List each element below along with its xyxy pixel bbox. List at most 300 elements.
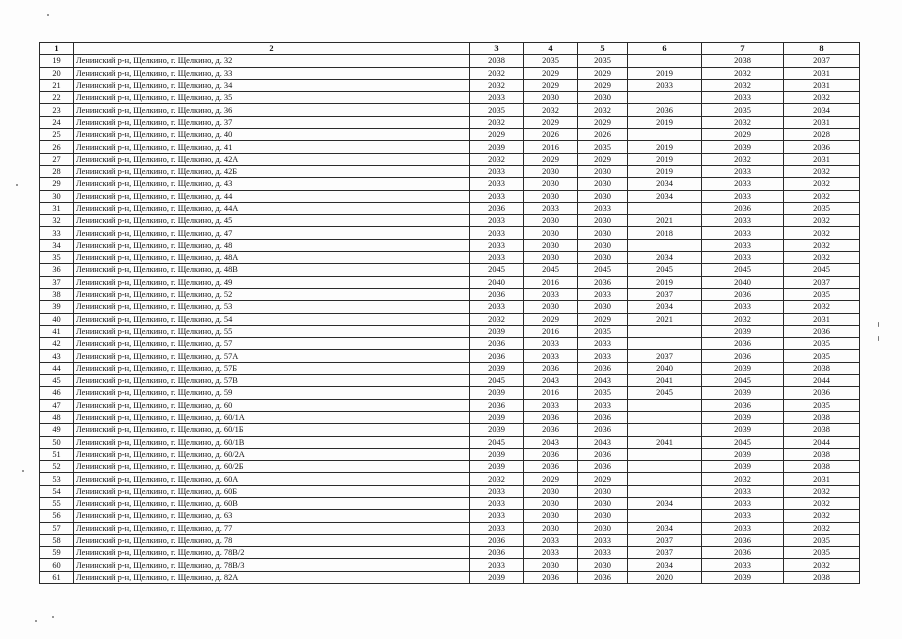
- year-col-3-cell: 2032: [470, 473, 524, 485]
- year-col-6-cell: 2019: [628, 276, 702, 288]
- year-col-8-cell: 2045: [784, 264, 860, 276]
- year-col-5-cell: 2033: [578, 399, 628, 411]
- year-col-8-cell: 2032: [784, 239, 860, 251]
- year-col-5-cell: 2033: [578, 338, 628, 350]
- year-col-4-cell: 2030: [524, 178, 578, 190]
- year-col-7-cell: 2033: [702, 178, 784, 190]
- year-col-6-cell: 2034: [628, 559, 702, 571]
- year-col-3-cell: 2045: [470, 264, 524, 276]
- row-number-cell: 38: [40, 288, 74, 300]
- year-col-7-cell: 2029: [702, 129, 784, 141]
- year-col-7-cell: 2045: [702, 436, 784, 448]
- year-col-4-cell: 2016: [524, 141, 578, 153]
- address-cell: Ленинский р-н, Щелкино, г. Щелкино, д. 43: [74, 178, 470, 190]
- year-col-4-cell: 2030: [524, 165, 578, 177]
- table-row: [40, 424, 860, 436]
- year-col-7-cell: 2033: [702, 522, 784, 534]
- address-cell: Ленинский р-н, Щелкино, г. Щелкино, д. 49: [74, 276, 470, 288]
- year-col-6-cell: 2034: [628, 301, 702, 313]
- year-col-4-cell: 2030: [524, 92, 578, 104]
- year-col-6-cell: 2034: [628, 252, 702, 264]
- year-col-7-cell: 2036: [702, 534, 784, 546]
- address-cell: Ленинский р-н, Щелкино, г. Щелкино, д. 40: [74, 129, 470, 141]
- table-row: [40, 338, 860, 350]
- year-col-8-cell: 2035: [784, 288, 860, 300]
- year-col-3-cell: 2039: [470, 141, 524, 153]
- year-col-8-cell: 2032: [784, 190, 860, 202]
- row-number-cell: 30: [40, 190, 74, 202]
- year-col-5-cell: 2030: [578, 178, 628, 190]
- row-number-cell: 43: [40, 350, 74, 362]
- scan-speck: [47, 14, 49, 16]
- year-col-8-cell: 2035: [784, 399, 860, 411]
- year-col-6-cell: [628, 325, 702, 337]
- year-col-3-cell: 2029: [470, 129, 524, 141]
- year-col-7-cell: 2039: [702, 325, 784, 337]
- year-col-3-cell: 2039: [470, 362, 524, 374]
- year-col-4-cell: 2035: [524, 55, 578, 67]
- year-col-7-cell: 2033: [702, 252, 784, 264]
- year-col-8-cell: 2032: [784, 510, 860, 522]
- year-col-7-cell: 2032: [702, 473, 784, 485]
- col-header-7: 7: [702, 43, 784, 55]
- year-col-4-cell: 2043: [524, 375, 578, 387]
- year-col-3-cell: 2036: [470, 288, 524, 300]
- row-number-cell: 50: [40, 436, 74, 448]
- row-number-cell: 51: [40, 448, 74, 460]
- year-col-3-cell: 2038: [470, 55, 524, 67]
- year-col-7-cell: 2039: [702, 411, 784, 423]
- address-cell: Ленинский р-н, Щелкино, г. Щелкино, д. 44: [74, 190, 470, 202]
- year-col-7-cell: 2036: [702, 288, 784, 300]
- address-cell: Ленинский р-н, Щелкино, г. Щелкино, д. 48В: [74, 264, 470, 276]
- year-col-4-cell: 2030: [524, 485, 578, 497]
- address-cell: Ленинский р-н, Щелкино, г. Щелкино, д. 60/1Б: [74, 424, 470, 436]
- address-cell: Ленинский р-н, Щелкино, г. Щелкино, д. 60/2А: [74, 448, 470, 460]
- year-col-5-cell: 2030: [578, 165, 628, 177]
- year-col-6-cell: 2034: [628, 190, 702, 202]
- address-cell: Ленинский р-н, Щелкино, г. Щелкино, д. 60/1В: [74, 436, 470, 448]
- year-col-5-cell: 2043: [578, 436, 628, 448]
- row-number-cell: 55: [40, 497, 74, 509]
- row-number-cell: 40: [40, 313, 74, 325]
- row-number-cell: 39: [40, 301, 74, 313]
- year-col-7-cell: 2033: [702, 559, 784, 571]
- address-cell: Ленинский р-н, Щелкино, г. Щелкино, д. 60/1А: [74, 411, 470, 423]
- row-number-cell: 29: [40, 178, 74, 190]
- year-col-7-cell: 2045: [702, 264, 784, 276]
- year-col-6-cell: 2034: [628, 522, 702, 534]
- table-row: [40, 375, 860, 387]
- row-number-cell: 44: [40, 362, 74, 374]
- year-col-4-cell: 2030: [524, 252, 578, 264]
- year-col-7-cell: 2032: [702, 313, 784, 325]
- year-col-7-cell: 2033: [702, 227, 784, 239]
- scan-speck: [878, 336, 879, 341]
- year-col-3-cell: 2033: [470, 497, 524, 509]
- scan-speck: [878, 322, 879, 327]
- year-col-8-cell: 2032: [784, 497, 860, 509]
- address-cell: Ленинский р-н, Щелкино, г. Щелкино, д. 60: [74, 399, 470, 411]
- table-row: [40, 547, 860, 559]
- year-col-5-cell: 2026: [578, 129, 628, 141]
- year-col-7-cell: 2045: [702, 375, 784, 387]
- year-col-7-cell: 2033: [702, 510, 784, 522]
- row-number-cell: 35: [40, 252, 74, 264]
- year-col-6-cell: [628, 202, 702, 214]
- year-col-3-cell: 2039: [470, 424, 524, 436]
- year-col-8-cell: 2031: [784, 473, 860, 485]
- address-cell: Ленинский р-н, Щелкино, г. Щелкино, д. 42А: [74, 153, 470, 165]
- year-col-3-cell: 2033: [470, 227, 524, 239]
- year-col-7-cell: 2033: [702, 485, 784, 497]
- year-col-7-cell: 2036: [702, 547, 784, 559]
- table-row: [40, 448, 860, 460]
- table-row: [40, 436, 860, 448]
- year-col-4-cell: 2036: [524, 461, 578, 473]
- year-col-7-cell: 2033: [702, 497, 784, 509]
- table-row: [40, 325, 860, 337]
- year-col-8-cell: 2031: [784, 79, 860, 91]
- address-cell: Ленинский р-н, Щелкино, г. Щелкино, д. 82А: [74, 571, 470, 583]
- year-col-8-cell: 2032: [784, 559, 860, 571]
- table-row: [40, 387, 860, 399]
- table-row: [40, 497, 860, 509]
- year-col-6-cell: 2019: [628, 116, 702, 128]
- year-col-3-cell: 2032: [470, 116, 524, 128]
- year-col-4-cell: 2036: [524, 448, 578, 460]
- year-col-8-cell: 2032: [784, 92, 860, 104]
- year-col-4-cell: 2036: [524, 411, 578, 423]
- year-col-3-cell: 2036: [470, 534, 524, 546]
- year-col-5-cell: 2030: [578, 239, 628, 251]
- address-cell: Ленинский р-н, Щелкино, г. Щелкино, д. 52: [74, 288, 470, 300]
- year-col-4-cell: 2016: [524, 325, 578, 337]
- year-col-5-cell: 2030: [578, 190, 628, 202]
- row-number-cell: 41: [40, 325, 74, 337]
- year-col-8-cell: 2036: [784, 387, 860, 399]
- year-col-5-cell: 2035: [578, 55, 628, 67]
- year-col-4-cell: 2043: [524, 436, 578, 448]
- row-number-cell: 32: [40, 215, 74, 227]
- address-cell: Ленинский р-н, Щелкино, г. Щелкино, д. 53: [74, 301, 470, 313]
- year-col-3-cell: 2033: [470, 215, 524, 227]
- year-col-8-cell: 2032: [784, 165, 860, 177]
- year-col-8-cell: 2035: [784, 338, 860, 350]
- year-col-5-cell: 2029: [578, 67, 628, 79]
- address-cell: Ленинский р-н, Щелкино, г. Щелкино, д. 36: [74, 104, 470, 116]
- year-col-4-cell: 2029: [524, 473, 578, 485]
- year-col-5-cell: 2030: [578, 522, 628, 534]
- year-col-8-cell: 2044: [784, 436, 860, 448]
- year-col-3-cell: 2045: [470, 436, 524, 448]
- year-col-5-cell: 2029: [578, 153, 628, 165]
- row-number-cell: 20: [40, 67, 74, 79]
- year-col-6-cell: 2020: [628, 571, 702, 583]
- address-cell: Ленинский р-н, Щелкино, г. Щелкино, д. 63: [74, 510, 470, 522]
- year-col-6-cell: 2037: [628, 547, 702, 559]
- year-col-6-cell: 2041: [628, 375, 702, 387]
- address-cell: Ленинский р-н, Щелкино, г. Щелкино, д. 77: [74, 522, 470, 534]
- scan-speck: [52, 616, 54, 618]
- year-col-6-cell: [628, 92, 702, 104]
- year-col-8-cell: 2032: [784, 252, 860, 264]
- row-number-cell: 45: [40, 375, 74, 387]
- year-col-8-cell: 2038: [784, 448, 860, 460]
- year-col-6-cell: 2018: [628, 227, 702, 239]
- year-col-5-cell: 2036: [578, 461, 628, 473]
- year-col-8-cell: 2034: [784, 104, 860, 116]
- row-number-cell: 46: [40, 387, 74, 399]
- year-col-4-cell: 2026: [524, 129, 578, 141]
- scan-speck: [22, 470, 24, 472]
- table-row: [40, 92, 860, 104]
- year-col-3-cell: 2032: [470, 313, 524, 325]
- table-row: [40, 116, 860, 128]
- year-col-5-cell: 2030: [578, 215, 628, 227]
- year-col-8-cell: 2035: [784, 547, 860, 559]
- row-number-cell: 57: [40, 522, 74, 534]
- year-col-4-cell: 2029: [524, 67, 578, 79]
- year-col-6-cell: [628, 399, 702, 411]
- year-col-7-cell: 2032: [702, 153, 784, 165]
- year-col-8-cell: 2038: [784, 411, 860, 423]
- table-row: [40, 239, 860, 251]
- year-col-6-cell: 2019: [628, 141, 702, 153]
- col-header-5: 5: [578, 43, 628, 55]
- table-row: [40, 67, 860, 79]
- year-col-4-cell: 2030: [524, 559, 578, 571]
- row-number-cell: 58: [40, 534, 74, 546]
- year-col-5-cell: 2030: [578, 559, 628, 571]
- row-number-cell: 27: [40, 153, 74, 165]
- table-row: [40, 473, 860, 485]
- year-col-5-cell: 2036: [578, 448, 628, 460]
- scan-speck: [16, 184, 18, 186]
- year-col-6-cell: [628, 411, 702, 423]
- table-row: [40, 215, 860, 227]
- table-row: [40, 522, 860, 534]
- year-col-3-cell: 2036: [470, 338, 524, 350]
- year-col-5-cell: 2033: [578, 534, 628, 546]
- col-header-8: 8: [784, 43, 860, 55]
- address-cell: Ленинский р-н, Щелкино, г. Щелкино, д. 78: [74, 534, 470, 546]
- address-cell: Ленинский р-н, Щелкино, г. Щелкино, д. 60/2Б: [74, 461, 470, 473]
- row-number-cell: 28: [40, 165, 74, 177]
- row-number-cell: 60: [40, 559, 74, 571]
- year-col-6-cell: 2041: [628, 436, 702, 448]
- row-number-cell: 33: [40, 227, 74, 239]
- year-col-8-cell: 2035: [784, 350, 860, 362]
- row-number-cell: 61: [40, 571, 74, 583]
- table-row: [40, 55, 860, 67]
- year-col-3-cell: 2033: [470, 559, 524, 571]
- year-col-4-cell: 2045: [524, 264, 578, 276]
- year-col-5-cell: 2035: [578, 325, 628, 337]
- year-col-6-cell: [628, 424, 702, 436]
- year-col-3-cell: 2039: [470, 411, 524, 423]
- year-col-5-cell: 2030: [578, 301, 628, 313]
- year-col-5-cell: 2030: [578, 485, 628, 497]
- year-col-5-cell: 2032: [578, 104, 628, 116]
- row-number-cell: 23: [40, 104, 74, 116]
- year-col-3-cell: 2033: [470, 165, 524, 177]
- year-col-8-cell: 2044: [784, 375, 860, 387]
- year-col-3-cell: 2032: [470, 67, 524, 79]
- year-col-7-cell: 2039: [702, 387, 784, 399]
- year-col-5-cell: 2033: [578, 202, 628, 214]
- year-col-3-cell: 2033: [470, 510, 524, 522]
- year-col-6-cell: 2037: [628, 534, 702, 546]
- year-col-3-cell: 2039: [470, 325, 524, 337]
- year-col-3-cell: 2036: [470, 547, 524, 559]
- table-row: [40, 362, 860, 374]
- year-col-4-cell: 2030: [524, 497, 578, 509]
- year-col-6-cell: 2021: [628, 215, 702, 227]
- year-col-7-cell: 2039: [702, 571, 784, 583]
- year-col-4-cell: 2030: [524, 522, 578, 534]
- table-row: [40, 190, 860, 202]
- table-row: [40, 276, 860, 288]
- year-col-3-cell: 2033: [470, 485, 524, 497]
- year-col-5-cell: 2029: [578, 79, 628, 91]
- year-col-7-cell: 2032: [702, 67, 784, 79]
- year-col-3-cell: 2033: [470, 239, 524, 251]
- year-col-3-cell: 2039: [470, 461, 524, 473]
- row-number-cell: 48: [40, 411, 74, 423]
- year-col-5-cell: 2035: [578, 387, 628, 399]
- year-col-8-cell: 2037: [784, 276, 860, 288]
- year-col-6-cell: 2040: [628, 362, 702, 374]
- year-col-5-cell: 2043: [578, 375, 628, 387]
- year-col-3-cell: 2036: [470, 399, 524, 411]
- address-cell: Ленинский р-н, Щелкино, г. Щелкино, д. 54: [74, 313, 470, 325]
- year-col-3-cell: 2039: [470, 571, 524, 583]
- table-row: [40, 559, 860, 571]
- scan-speck: [35, 620, 37, 622]
- address-cell: Ленинский р-н, Щелкино, г. Щелкино, д. 48А: [74, 252, 470, 264]
- year-col-4-cell: 2033: [524, 547, 578, 559]
- table-row: [40, 227, 860, 239]
- year-col-6-cell: [628, 473, 702, 485]
- year-col-5-cell: 2030: [578, 510, 628, 522]
- year-col-7-cell: 2032: [702, 116, 784, 128]
- address-cell: Ленинский р-н, Щелкино, г. Щелкино, д. 57: [74, 338, 470, 350]
- year-col-5-cell: 2033: [578, 350, 628, 362]
- year-col-6-cell: [628, 129, 702, 141]
- year-col-8-cell: 2037: [784, 55, 860, 67]
- table-row: [40, 399, 860, 411]
- year-col-8-cell: 2028: [784, 129, 860, 141]
- year-col-4-cell: 2036: [524, 424, 578, 436]
- year-col-6-cell: 2034: [628, 497, 702, 509]
- address-cell: Ленинский р-н, Щелкино, г. Щелкино, д. 47: [74, 227, 470, 239]
- year-col-7-cell: 2039: [702, 448, 784, 460]
- year-col-6-cell: 2037: [628, 350, 702, 362]
- year-col-3-cell: 2033: [470, 301, 524, 313]
- year-col-4-cell: 2033: [524, 399, 578, 411]
- year-col-6-cell: 2019: [628, 165, 702, 177]
- year-col-5-cell: 2030: [578, 497, 628, 509]
- year-col-5-cell: 2036: [578, 362, 628, 374]
- year-col-6-cell: 2034: [628, 178, 702, 190]
- year-col-8-cell: 2031: [784, 313, 860, 325]
- address-cell: Ленинский р-н, Щелкино, г. Щелкино, д. 57В: [74, 375, 470, 387]
- table-row: [40, 411, 860, 423]
- address-cell: Ленинский р-н, Щелкино, г. Щелкино, д. 59: [74, 387, 470, 399]
- year-col-8-cell: 2032: [784, 301, 860, 313]
- year-col-6-cell: [628, 338, 702, 350]
- col-header-1: 1: [40, 43, 74, 55]
- year-col-8-cell: 2038: [784, 461, 860, 473]
- year-col-6-cell: [628, 461, 702, 473]
- table-row: [40, 129, 860, 141]
- year-col-4-cell: 2030: [524, 215, 578, 227]
- table-row: [40, 461, 860, 473]
- row-number-cell: 19: [40, 55, 74, 67]
- year-col-3-cell: 2033: [470, 522, 524, 534]
- address-cell: Ленинский р-н, Щелкино, г. Щелкино, д. 45: [74, 215, 470, 227]
- year-col-4-cell: 2029: [524, 153, 578, 165]
- year-col-8-cell: 2035: [784, 534, 860, 546]
- year-col-5-cell: 2029: [578, 313, 628, 325]
- year-col-3-cell: 2036: [470, 350, 524, 362]
- year-col-3-cell: 2032: [470, 79, 524, 91]
- col-header-6: 6: [628, 43, 702, 55]
- year-col-7-cell: 2033: [702, 215, 784, 227]
- year-col-4-cell: 2033: [524, 350, 578, 362]
- year-col-8-cell: 2032: [784, 522, 860, 534]
- year-col-7-cell: 2036: [702, 350, 784, 362]
- year-col-5-cell: 2029: [578, 473, 628, 485]
- year-col-5-cell: 2030: [578, 252, 628, 264]
- row-number-cell: 24: [40, 116, 74, 128]
- row-number-cell: 54: [40, 485, 74, 497]
- year-col-4-cell: 2030: [524, 239, 578, 251]
- housing-schedule-table: [39, 42, 860, 584]
- year-col-7-cell: 2038: [702, 55, 784, 67]
- table-row: [40, 313, 860, 325]
- address-cell: Ленинский р-н, Щелкино, г. Щелкино, д. 34: [74, 79, 470, 91]
- row-number-cell: 53: [40, 473, 74, 485]
- table-row: [40, 153, 860, 165]
- row-number-cell: 36: [40, 264, 74, 276]
- year-col-7-cell: 2032: [702, 79, 784, 91]
- year-col-8-cell: 2031: [784, 153, 860, 165]
- year-col-8-cell: 2038: [784, 362, 860, 374]
- year-col-7-cell: 2033: [702, 239, 784, 251]
- year-col-6-cell: 2033: [628, 79, 702, 91]
- year-col-4-cell: 2016: [524, 276, 578, 288]
- address-cell: Ленинский р-н, Щелкино, г. Щелкино, д. 57Б: [74, 362, 470, 374]
- year-col-4-cell: 2030: [524, 190, 578, 202]
- year-col-8-cell: 2031: [784, 67, 860, 79]
- address-cell: Ленинский р-н, Щелкино, г. Щелкино, д. 60В: [74, 497, 470, 509]
- address-cell: Ленинский р-н, Щелкино, г. Щелкино, д. 41: [74, 141, 470, 153]
- address-cell: Ленинский р-н, Щелкино, г. Щелкино, д. 32: [74, 55, 470, 67]
- table-row: [40, 534, 860, 546]
- year-col-4-cell: 2029: [524, 116, 578, 128]
- year-col-8-cell: 2036: [784, 325, 860, 337]
- address-cell: Ленинский р-н, Щелкино, г. Щелкино, д. 42Б: [74, 165, 470, 177]
- table-row: [40, 301, 860, 313]
- year-col-5-cell: 2030: [578, 92, 628, 104]
- address-cell: Ленинский р-н, Щелкино, г. Щелкино, д. 78В/2: [74, 547, 470, 559]
- year-col-3-cell: 2036: [470, 202, 524, 214]
- table-row: [40, 288, 860, 300]
- address-cell: Ленинский р-н, Щелкино, г. Щелкино, д. 33: [74, 67, 470, 79]
- year-col-7-cell: 2033: [702, 165, 784, 177]
